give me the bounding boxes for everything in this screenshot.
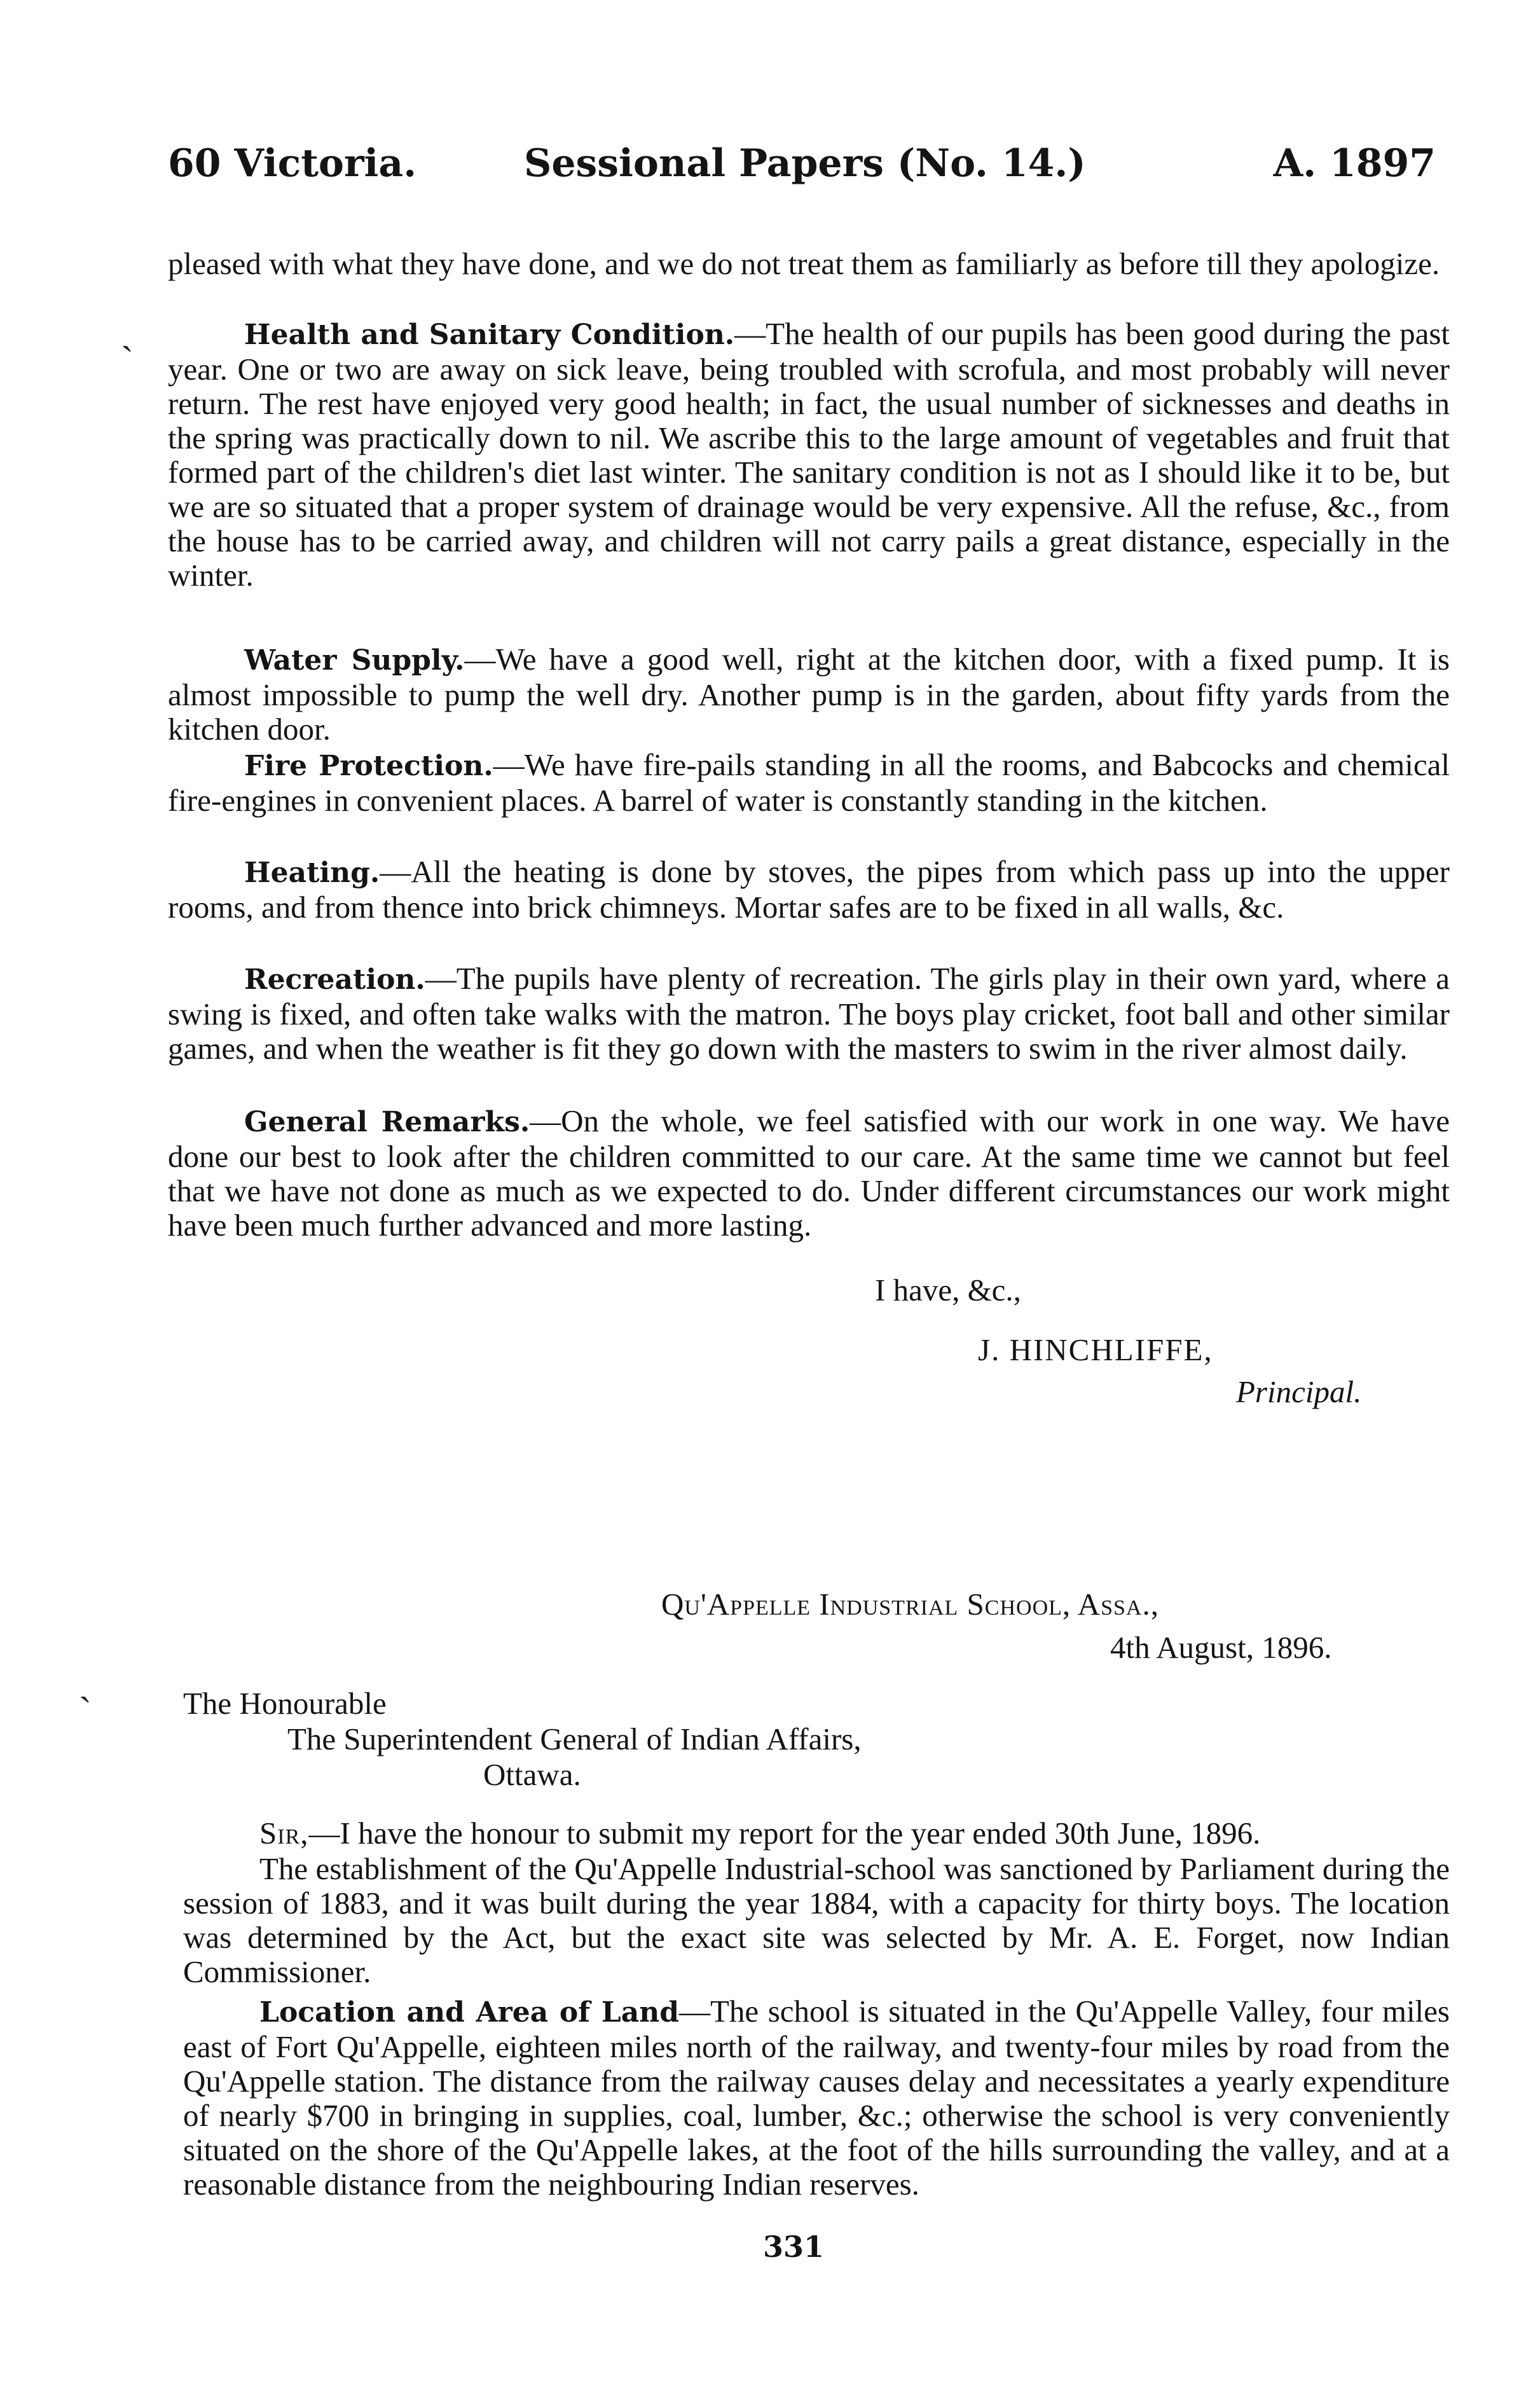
section-heading: Location and Area of Land [259,1996,679,2029]
header-volume: 60 Victoria. [168,141,417,186]
margin-tick-mark: ˎ [79,1660,92,1702]
location-paragraph [183,1994,1450,2202]
section-recreation [168,962,1450,1066]
letter-closing: I have, &c., [875,1272,1021,1307]
salutation-paragraph [183,1816,1450,1851]
section-text: —The pupils have plenty of recreation. The girls play in their own yard, where a swing is fixed, and often take walks with the matron. The boys play cricket, foot ball and other similar games, and when the weather is fit they go down with the masters to swim in the river almost daily. [168,961,1450,1066]
section-heading: Recreation. [244,963,425,996]
header-title: Sessional Papers (No. 14.) [524,141,1086,186]
margin-tick-mark: ˎ [121,310,134,352]
section-heading: Water Supply. [244,644,465,677]
section-text: —The health of our pupils has been good during the past year. One or two are away on sick leave, being troubled with scrofula, and most probably will never return. The rest have enjoyed very good health; in fact, the usual number of sicknesses and deaths in the spring was practically down to nil. We ascribe this to the large amount of vegetables and fruit that formed part of the children's diet last winter. The sanitary condition is not as I should like it to be, but we are so situated that a proper system of drainage would be very expensive. All the refuse, &c., from the house has to be carried away, and children will not carry pails a great distance, especially in the winter. [168,316,1450,593]
section-text: —We have a good well, right at the kitchen door, with a fixed pump. It is almost impossible to pump the well dry. Another pump is in the garden, about fifty yards from the kitchen door. [168,642,1450,747]
running-header [168,141,1436,198]
school-address: Qu'Appelle Industrial School, Assa., [661,1587,1159,1622]
addressee-line-3: Ottawa. [483,1757,581,1792]
letter-date: 4th August, 1896. [1110,1630,1332,1665]
addressee-line-1: The Honourable [183,1686,387,1721]
section-heading: Heating. [244,857,380,889]
salutation: Sir, [259,1816,309,1851]
section-heading: Health and Sanitary Condition. [244,319,735,351]
signature-title: Principal. [1236,1374,1362,1409]
page-number: 331 [763,2230,825,2264]
addressee-line-2: The Superintendent General of Indian Affairs, [287,1721,862,1756]
section-text: —We have fire-pails standing in all the rooms, and Babcocks and chemical fire-engines in convenient places. A barrel of water is constantly standing in the kitchen. [168,747,1450,818]
intro-text: —I have the honour to submit my report for the year ended 30th June, 1896. [308,1816,1261,1851]
section-text: —On the whole, we feel satisfied with our work in one way. We have done our best to look after the children committed to our care. At the same time we cannot but feel that we have not done as much as we expected to do. Under different circumstances our work might have been much further advanced and more lasting. [168,1103,1450,1243]
continued-paragraph: pleased with what they have done, and we do not treat them as familiarly as before till they apologize. [168,246,1440,281]
signature-name: J. HINCHLIFFE, [978,1332,1213,1367]
section-health [168,317,1450,593]
section-water-supply [168,642,1450,747]
section-heading: Fire Protection. [244,750,493,782]
section-text: —All the heating is done by stoves, the pipes from which pass up into the upper rooms, and from thence into brick chimneys. Mortar safes are to be fixed in all walls, &c. [168,854,1450,925]
header-year: A. 1897 [1273,141,1436,186]
section-heating [168,855,1450,925]
establishment-paragraph: The establishment of the Qu'Appelle Industrial-school was sanctioned by Parliament during the session of 1883, and it was built during the year 1884, with a capacity for thirty boys. The location was determined by the Act, but the exact site was selected by Mr. A. E. Forget, now Indian Commissioner. [183,1851,1450,1989]
section-fire-protection [168,748,1450,818]
section-text: —The school is situated in the Qu'Appelle Valley, four miles east of Fort Qu'Appelle, eighteen miles north of the railway, and twenty-four miles by road from the Qu'Appelle station. The distance from the railway causes delay and necessitates a yearly expenditure of nearly $700 in bringing in supplies, coal, lumber, &c.; otherwise the school is very conveniently situated on the shore of the Qu'Appelle lakes, at the foot of the hills surrounding the valley, and at a reasonable distance from the neighbouring Indian reserves. [183,1994,1450,2202]
section-heading: General Remarks. [244,1106,530,1138]
section-general-remarks [168,1104,1450,1243]
